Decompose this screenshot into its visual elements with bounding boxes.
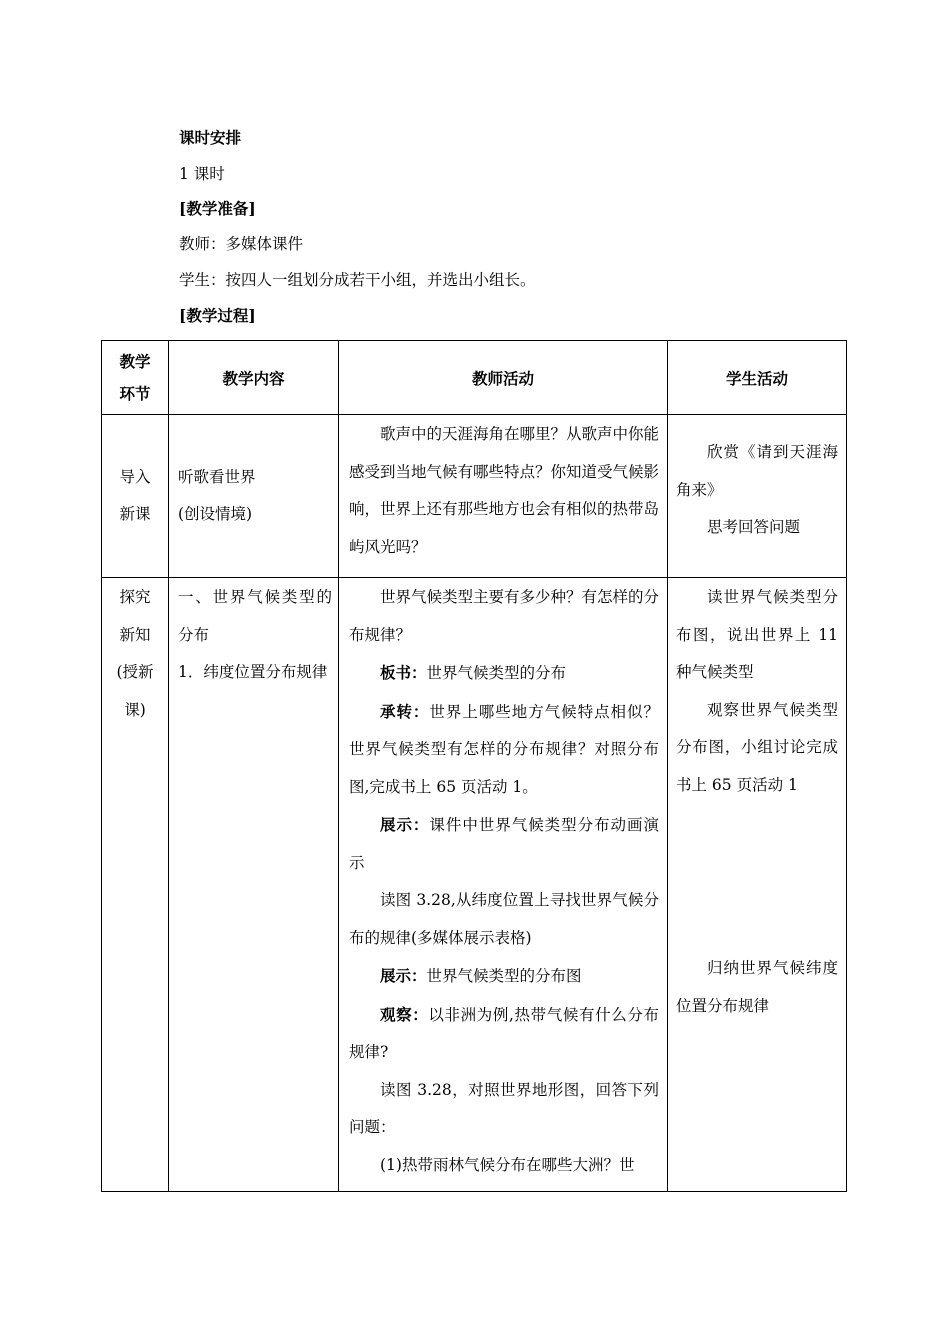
row1-teacher-text: 歌声中的天涯海角在哪里？从歌声中你能感受到当地气候有哪些特点？你知道受气候影响，世界上还有那些地方也会有相似的热带岛屿风光吗？	[349, 425, 660, 556]
row2-teacher-p3	[349, 693, 659, 807]
row1-stage	[102, 415, 169, 578]
row2-stage	[102, 578, 169, 1192]
row2-content-line1: 一、世界气候类型的分布	[178, 588, 332, 644]
row1-student-p1: 欣赏《请到天涯海角来》	[676, 443, 838, 499]
row2-teacher-p8: 读图 3.28，对照世界地形图，回答下列问题：	[349, 1080, 659, 1136]
row2-teacher-p5: 读图 3.28,从纬度位置上寻找世界气候分布的规律(多媒体展示表格)	[349, 891, 659, 947]
row2-teacher-p7	[349, 996, 659, 1072]
row1-stage-line1: 导入	[119, 467, 151, 486]
table-row	[102, 415, 847, 578]
row2-teacher-p9: (1)热带雨林气候分布在哪些大洲？世	[380, 1155, 635, 1174]
display-text: 课件中世界气候类型分布动画演示	[349, 816, 659, 872]
row2-teacher-p4	[349, 806, 659, 882]
prep-heading: [教学准备]	[179, 199, 256, 218]
row2-stage-line2: 新知	[119, 625, 151, 644]
row2-stage-line3: (授新	[116, 663, 154, 681]
table-header-row	[102, 341, 847, 415]
header-content: 教学内容	[169, 341, 339, 415]
student-prep: 学生：按四人一组划分成若干小组，并选出小组长。	[179, 271, 536, 289]
row2-teacher-p1: 世界气候类型主要有多少种？有怎样的分布规律？	[349, 588, 660, 644]
row1-student	[668, 415, 847, 578]
schedule-heading: 课时安排	[179, 128, 242, 147]
row2-student-p2: 观察世界气候类型分布图，小组讨论完成书上 65 页活动 1	[676, 700, 838, 794]
row1-teacher	[339, 415, 668, 578]
row1-content-line2: (创设情境)	[178, 505, 253, 523]
observe-text: 以非洲为例,热带气候有什么分布规律?	[349, 1005, 659, 1061]
row2-content-line2: 1．纬度位置分布规律	[178, 663, 328, 681]
transition-text: 世界上哪些地方气候特点相似？世界气候类型有怎样的分布规律？对照分布图,完成书上 65 页活动 1。	[349, 702, 659, 796]
lesson-table	[101, 340, 847, 1192]
teacher-prep: 教师：多媒体课件	[179, 235, 304, 253]
row2-student	[668, 578, 847, 1192]
header-stage-line2: 环节	[119, 383, 151, 403]
row2-teacher-p6	[349, 957, 659, 996]
row2-student-p3: 归纳世界气候纬度位置分布规律	[676, 959, 838, 1015]
display-label: 展示：	[380, 815, 430, 834]
row2-teacher	[339, 578, 668, 1192]
row2-content	[169, 578, 339, 1192]
row1-content-line1: 听歌看世界	[178, 467, 256, 486]
row2-student-p1: 读世界气候类型分布图，说出世界上 11 种气候类型	[676, 588, 838, 681]
observe-label: 观察：	[380, 1004, 429, 1024]
transition-label: 承转：	[380, 701, 430, 721]
process-heading: [教学过程]	[179, 306, 256, 325]
row1-stage-line2: 新课	[119, 505, 151, 523]
row2-stage-line4: 课)	[124, 700, 146, 719]
table-row	[102, 578, 847, 1192]
board-label: 板书：	[380, 663, 427, 682]
display-text: 世界气候类型的分布图	[426, 967, 582, 985]
schedule-value: 1 课时	[179, 165, 225, 183]
header-stage	[102, 341, 169, 415]
row1-content	[169, 415, 339, 578]
row1-student-p2: 思考回答问题	[707, 518, 801, 536]
board-text: 世界气候类型的分布	[426, 664, 567, 682]
header-stage-line1: 教学	[119, 351, 151, 371]
display-label: 展示：	[380, 966, 427, 985]
row2-teacher-p2	[349, 654, 659, 693]
header-student: 学生活动	[668, 341, 847, 415]
row2-stage-line1: 探究	[119, 588, 151, 606]
header-teacher: 教师活动	[339, 341, 668, 415]
